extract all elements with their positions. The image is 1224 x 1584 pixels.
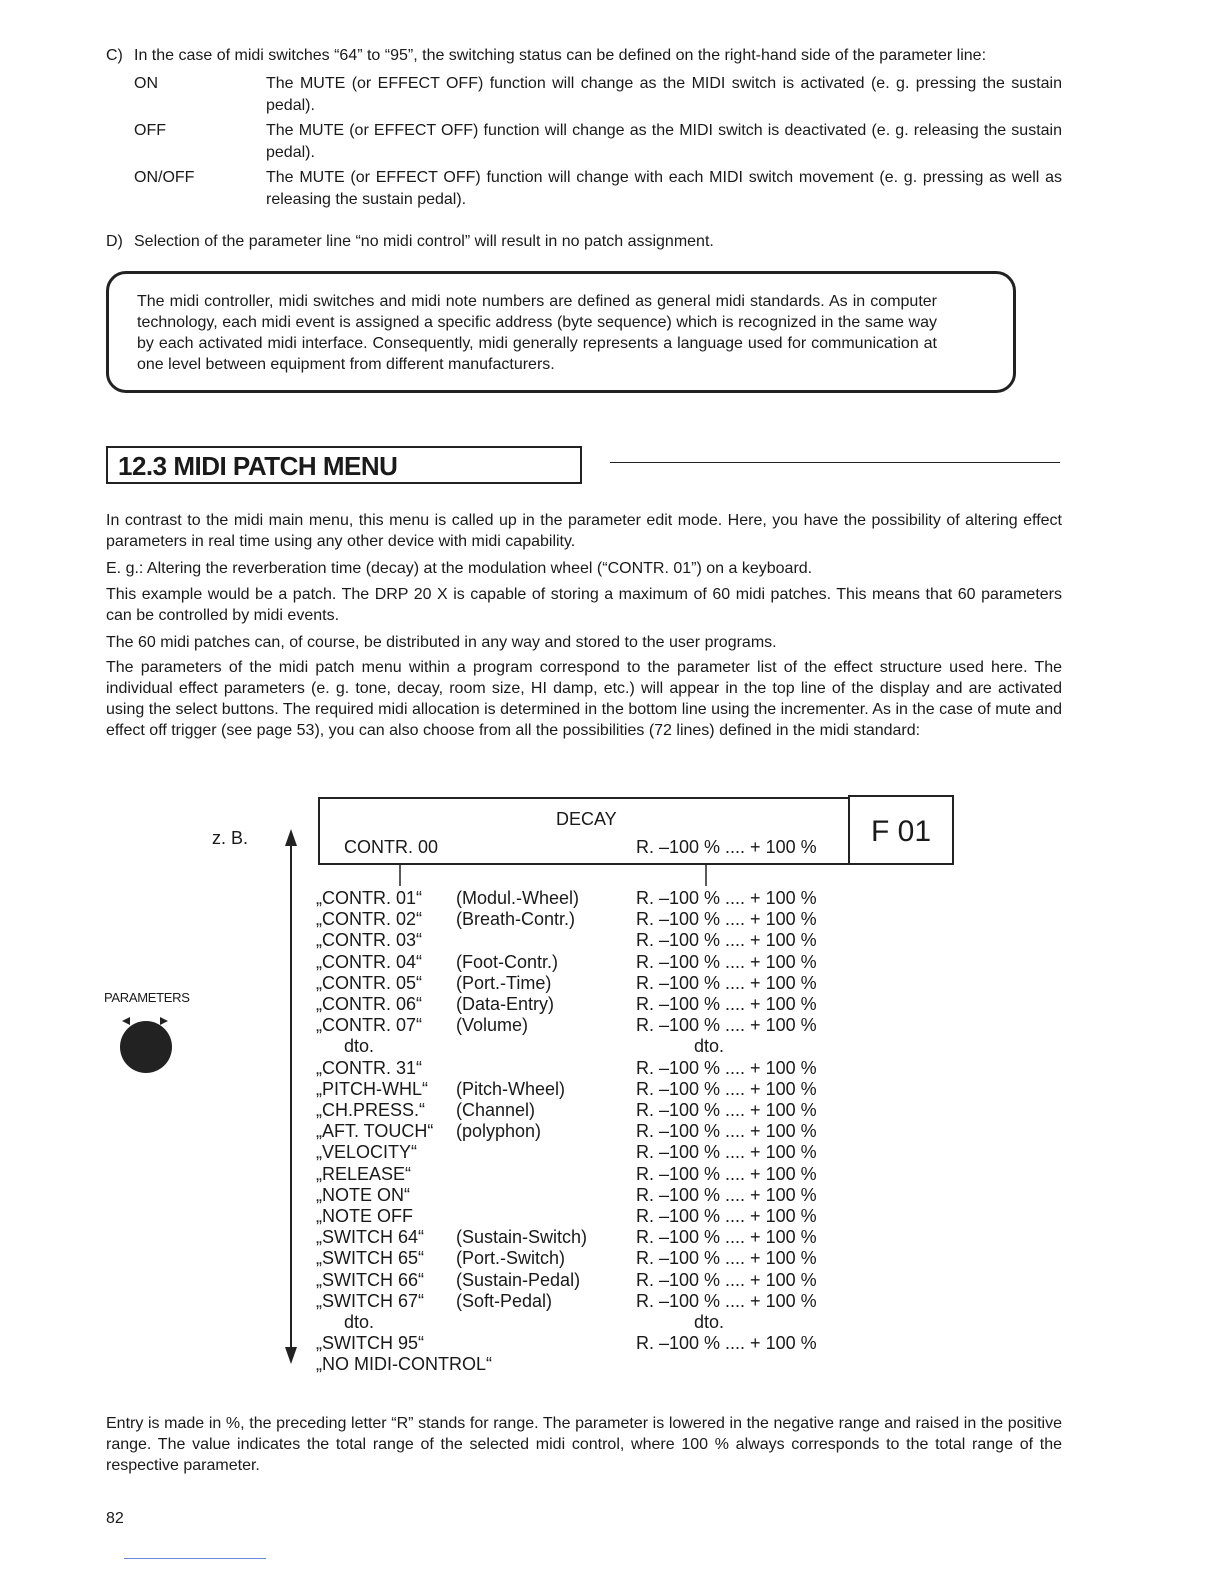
patch-name: „VELOCITY“ bbox=[316, 1142, 418, 1162]
definition-on-off: The MUTE (or EFFECT OFF) function will change with each MIDI switch movement (e. g. pressing as well as releasing the sustain pedal). bbox=[266, 169, 1062, 208]
definition-off: The MUTE (or EFFECT OFF) function will change as the MIDI switch is deactivated (e. g. releasing the sustain pedal). bbox=[266, 122, 1062, 161]
patch-description: (Port.-Switch) bbox=[456, 1248, 566, 1268]
patch-range: R. –100 % .... + 100 % bbox=[636, 952, 817, 972]
section-c-intro: In the case of midi switches “64” to “95”, the switching status can be defined on the right-hand side of the parameter line: bbox=[134, 47, 987, 64]
patch-name: „SWITCH 65“ bbox=[316, 1248, 424, 1268]
patch-description: (polyphon) bbox=[456, 1121, 542, 1141]
function-code: F 01 bbox=[870, 815, 932, 848]
zb-label: z. B. bbox=[212, 828, 249, 848]
paragraph-3: This example would be a patch. The DRP 20 X is capable of storing a maximum of 60 midi patches. This means that 60 parameters can be controlled by midi events. bbox=[106, 586, 1062, 624]
patch-range: R. –100 % .... + 100 % bbox=[636, 994, 817, 1014]
patch-name: „CONTR. 05“ bbox=[316, 973, 423, 993]
patch-name: „CH.PRESS.“ bbox=[316, 1100, 426, 1120]
patch-range: R. –100 % .... + 100 % bbox=[636, 1206, 817, 1226]
patch-description: (Port.-Time) bbox=[456, 973, 552, 993]
patch-description: (Sustain-Switch) bbox=[456, 1227, 588, 1247]
paragraph-5: The parameters of the midi patch menu within a program correspond to the parameter list of the effect structure used here. The individual effect parameters (e. g. tone, decay, room size, HI damp, etc.) will appear in the top line of the display and are activated using the select buttons. The required midi allocation is determined in the bottom line using the incrementer. As in the case of mute and effect off trigger (see page 53), you can also choose from all the possibilities (72 lines) defined in the midi standard: bbox=[106, 659, 1062, 739]
page-number: 82 bbox=[106, 1510, 124, 1527]
patch-description: (Data-Entry) bbox=[456, 994, 555, 1014]
patch-description: (Volume) bbox=[456, 1015, 529, 1035]
patch-description: (Channel) bbox=[456, 1100, 536, 1120]
patch-range: R. –100 % .... + 100 % bbox=[636, 1164, 817, 1184]
incrementer-knob-icon bbox=[120, 1021, 172, 1073]
patch-name: „CONTR. 07“ bbox=[316, 1015, 423, 1035]
term-on-off: ON/OFF bbox=[134, 169, 195, 186]
patch-range: R. –100 % .... + 100 % bbox=[636, 930, 817, 950]
patch-name: „CONTR. 02“ bbox=[316, 909, 423, 929]
patch-name: „CONTR. 06“ bbox=[316, 994, 423, 1014]
patch-name: dto. bbox=[344, 1312, 375, 1332]
patch-range: dto. bbox=[694, 1036, 725, 1056]
patch-name: „CONTR. 04“ bbox=[316, 952, 423, 972]
patch-description: (Breath-Contr.) bbox=[456, 909, 576, 929]
patch-name: „PITCH-WHL“ bbox=[316, 1079, 428, 1099]
term-off: OFF bbox=[134, 122, 166, 139]
display-range: R. –100 % .... + 100 % bbox=[636, 837, 817, 857]
patch-range: R. –100 % .... + 100 % bbox=[636, 1291, 817, 1311]
patch-name: „CONTR. 01“ bbox=[316, 888, 423, 908]
footer-paragraph: Entry is made in %, the preceding letter “R” stands for range. The parameter is lowered in the negative range and raised in the positive range. The value indicates the total range of the selected midi control, where 100 % always corresponds to the total range of the respective parameter. bbox=[106, 1415, 1062, 1474]
paragraph-2: E. g.: Altering the reverberation time (decay) at the modulation wheel (“CONTR. 01”) on a keyboard. bbox=[106, 560, 813, 577]
display-parameter: DECAY bbox=[556, 809, 617, 829]
patch-name: „CONTR. 03“ bbox=[316, 930, 423, 950]
arrow-up-icon bbox=[285, 829, 297, 846]
patch-range: R. –100 % .... + 100 % bbox=[636, 1227, 817, 1247]
patch-name: „SWITCH 66“ bbox=[316, 1270, 424, 1290]
paragraph-4: The 60 midi patches can, of course, be distributed in any way and stored to the user programs. bbox=[106, 634, 777, 651]
section-c-marker: C) bbox=[106, 47, 123, 64]
patch-range: R. –100 % .... + 100 % bbox=[636, 909, 817, 929]
display-controller: CONTR. 00 bbox=[344, 837, 439, 857]
parameters-label: PARAMETERS bbox=[104, 990, 190, 1005]
footer-line bbox=[124, 1558, 266, 1559]
patch-description: (Pitch-Wheel) bbox=[456, 1079, 566, 1099]
term-on: ON bbox=[134, 75, 158, 92]
patch-name: „SWITCH 64“ bbox=[316, 1227, 424, 1247]
patch-range: R. –100 % .... + 100 % bbox=[636, 1015, 817, 1035]
patch-range: R. –100 % .... + 100 % bbox=[636, 973, 817, 993]
patch-name: „CONTR. 31“ bbox=[316, 1058, 423, 1078]
patch-name: „AFT. TOUCH“ bbox=[316, 1121, 434, 1141]
patch-name: „SWITCH 67“ bbox=[316, 1291, 424, 1311]
arrow-right-icon bbox=[160, 1017, 168, 1025]
patch-name: „NOTE ON“ bbox=[316, 1185, 410, 1205]
patch-range: R. –100 % .... + 100 % bbox=[636, 1058, 817, 1078]
patch-name: dto. bbox=[344, 1036, 375, 1056]
patch-range: R. –100 % .... + 100 % bbox=[636, 1270, 817, 1290]
section-d-marker: D) bbox=[106, 233, 123, 250]
patch-range: dto. bbox=[694, 1312, 725, 1332]
definition-on: The MUTE (or EFFECT OFF) function will change as the MIDI switch is activated (e. g. pressing the sustain pedal). bbox=[266, 75, 1062, 114]
patch-range: R. –100 % .... + 100 % bbox=[636, 1079, 817, 1099]
patch-name: „NO MIDI-CONTROL“ bbox=[316, 1354, 492, 1374]
patch-description: (Foot-Contr.) bbox=[456, 952, 559, 972]
patch-range: R. –100 % .... + 100 % bbox=[636, 1121, 817, 1141]
arrow-left-icon bbox=[122, 1017, 130, 1025]
arrow-down-icon bbox=[285, 1347, 297, 1364]
patch-name: „SWITCH 95“ bbox=[316, 1333, 424, 1353]
patch-name: „RELEASE“ bbox=[316, 1164, 412, 1184]
patch-range: R. –100 % .... + 100 % bbox=[636, 1333, 817, 1353]
section-d-text: Selection of the parameter line “no midi control” will result in no patch assignment. bbox=[134, 233, 714, 250]
paragraph-1: In contrast to the midi main menu, this menu is called up in the parameter edit mode. Here, you have the possibility of altering effect parameters in real time using any other device with midi capability. bbox=[106, 512, 1062, 550]
section-heading: 12.3 MIDI PATCH MENU bbox=[118, 451, 398, 481]
patch-range: R. –100 % .... + 100 % bbox=[636, 1248, 817, 1268]
patch-description: (Sustain-Pedal) bbox=[456, 1270, 581, 1290]
patch-name: „NOTE OFF bbox=[316, 1206, 413, 1226]
patch-range: R. –100 % .... + 100 % bbox=[636, 888, 817, 908]
info-box-text: The midi controller, midi switches and midi note numbers are defined as general midi standards. As in computer technology, each midi event is assigned a specific address (byte sequence) which is recognized in the same way by each activated midi interface. Consequently, midi generally represents a language used for communication at one level between equipment from different manufacturers. bbox=[137, 293, 937, 373]
patch-range: R. –100 % .... + 100 % bbox=[636, 1185, 817, 1205]
patch-description: (Modul.-Wheel) bbox=[456, 888, 580, 908]
patch-range: R. –100 % .... + 100 % bbox=[636, 1100, 817, 1120]
patch-description: (Soft-Pedal) bbox=[456, 1291, 553, 1311]
patch-range: R. –100 % .... + 100 % bbox=[636, 1142, 817, 1162]
